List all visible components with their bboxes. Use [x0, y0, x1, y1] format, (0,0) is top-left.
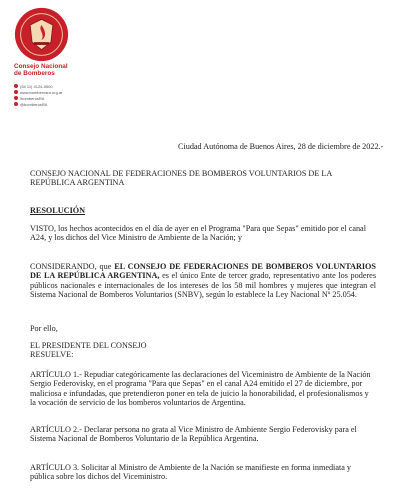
contact-text: @bomberosRA: [20, 101, 48, 107]
contact-text: (54 11) 4124-5500: [20, 83, 53, 89]
web-icon: [14, 90, 18, 94]
por-ello: Por ello,: [30, 324, 58, 333]
contact-list: [14, 83, 84, 107]
article-2: ARTÍCULO 2.- Declarar persona no grata al Vice Ministro de Ambiente Sergio Federovisky para el Sistema Nacional de Bomberos Voluntario de la República Argentina.: [30, 425, 357, 444]
organization-name-line2: de Bomberos: [14, 70, 55, 77]
president-line: EL PRESIDENTE DEL CONSEJO: [30, 341, 147, 350]
article-1: ARTÍCULO 1.- Repudiar categóricamente las declaraciones del Viceministro de Ambiente de la Nación Sergio Federovisky, en el programa "Para que Sepas" en el canal A24 emitido el 27 de diciembre, por maliciosa e infundadas, que pretendieron poner en tela de juicio la honorabilidad, el profesionalismos y la vocación de servicio de los bomberos voluntarios de Argentina.: [30, 370, 371, 407]
visto-paragraph: VISTO, los hechos acontecidos en el día de ayer en el Programa "Para que Sepas" emitido por el canal A24, y los dichos del Vice Ministro de Ambiente de la Nación; y: [30, 224, 366, 243]
considerando-paragraph: [30, 262, 376, 299]
facebook-icon: [14, 96, 18, 100]
organization-name-line1: Consejo Nacional: [14, 63, 68, 70]
phone-icon: [14, 84, 18, 88]
resuelve-line: RESUELVE:: [30, 350, 74, 360]
considerando-bold-entity: EL CONSEJO DE FEDERACIONES DE BOMBEROS VOLUNTARIOS DE LA REPÚBLICA ARGENTINA,: [30, 262, 376, 281]
resolution-heading: RESOLUCIÓN: [30, 206, 86, 215]
contact-text: /bomberosRA: [20, 95, 45, 101]
document-date: Ciudad Autónoma de Buenos Aires, 28 de diciembre de 2022.-: [178, 142, 384, 151]
document-title: CONSEJO NACIONAL DE FEDERACIONES DE BOMBEROS VOLUNTARIOS DE LA REPÚBLICA ARGENTINA: [30, 169, 332, 188]
contact-text: www.bomberosra.org.ar: [20, 89, 63, 95]
fire-department-shield-icon: [13, 6, 70, 63]
article-3: ARTÍCULO 3. Solicitar al Ministro de Ambiente de la Nación se manifieste en forma inmediata y pública sobre los dichos del Viceministro.: [30, 463, 352, 482]
organization-name: [14, 63, 74, 77]
considerando-intro: CONSIDERANDO, que: [30, 262, 115, 271]
instagram-icon: [14, 102, 18, 106]
president-resolves: [30, 341, 376, 360]
contact-instagram[interactable]: [14, 101, 84, 107]
considerando-body: es el único Ente de tercer grado, representativo ante los poderes públicos nacionales e internacionales de los intereses de los 58 mil hombres y mujeres que integran el Sistema Nacional de Bomberos Voluntarios (SNBV), según lo establece la Ley Nacional Nº 25.054.: [30, 271, 377, 299]
